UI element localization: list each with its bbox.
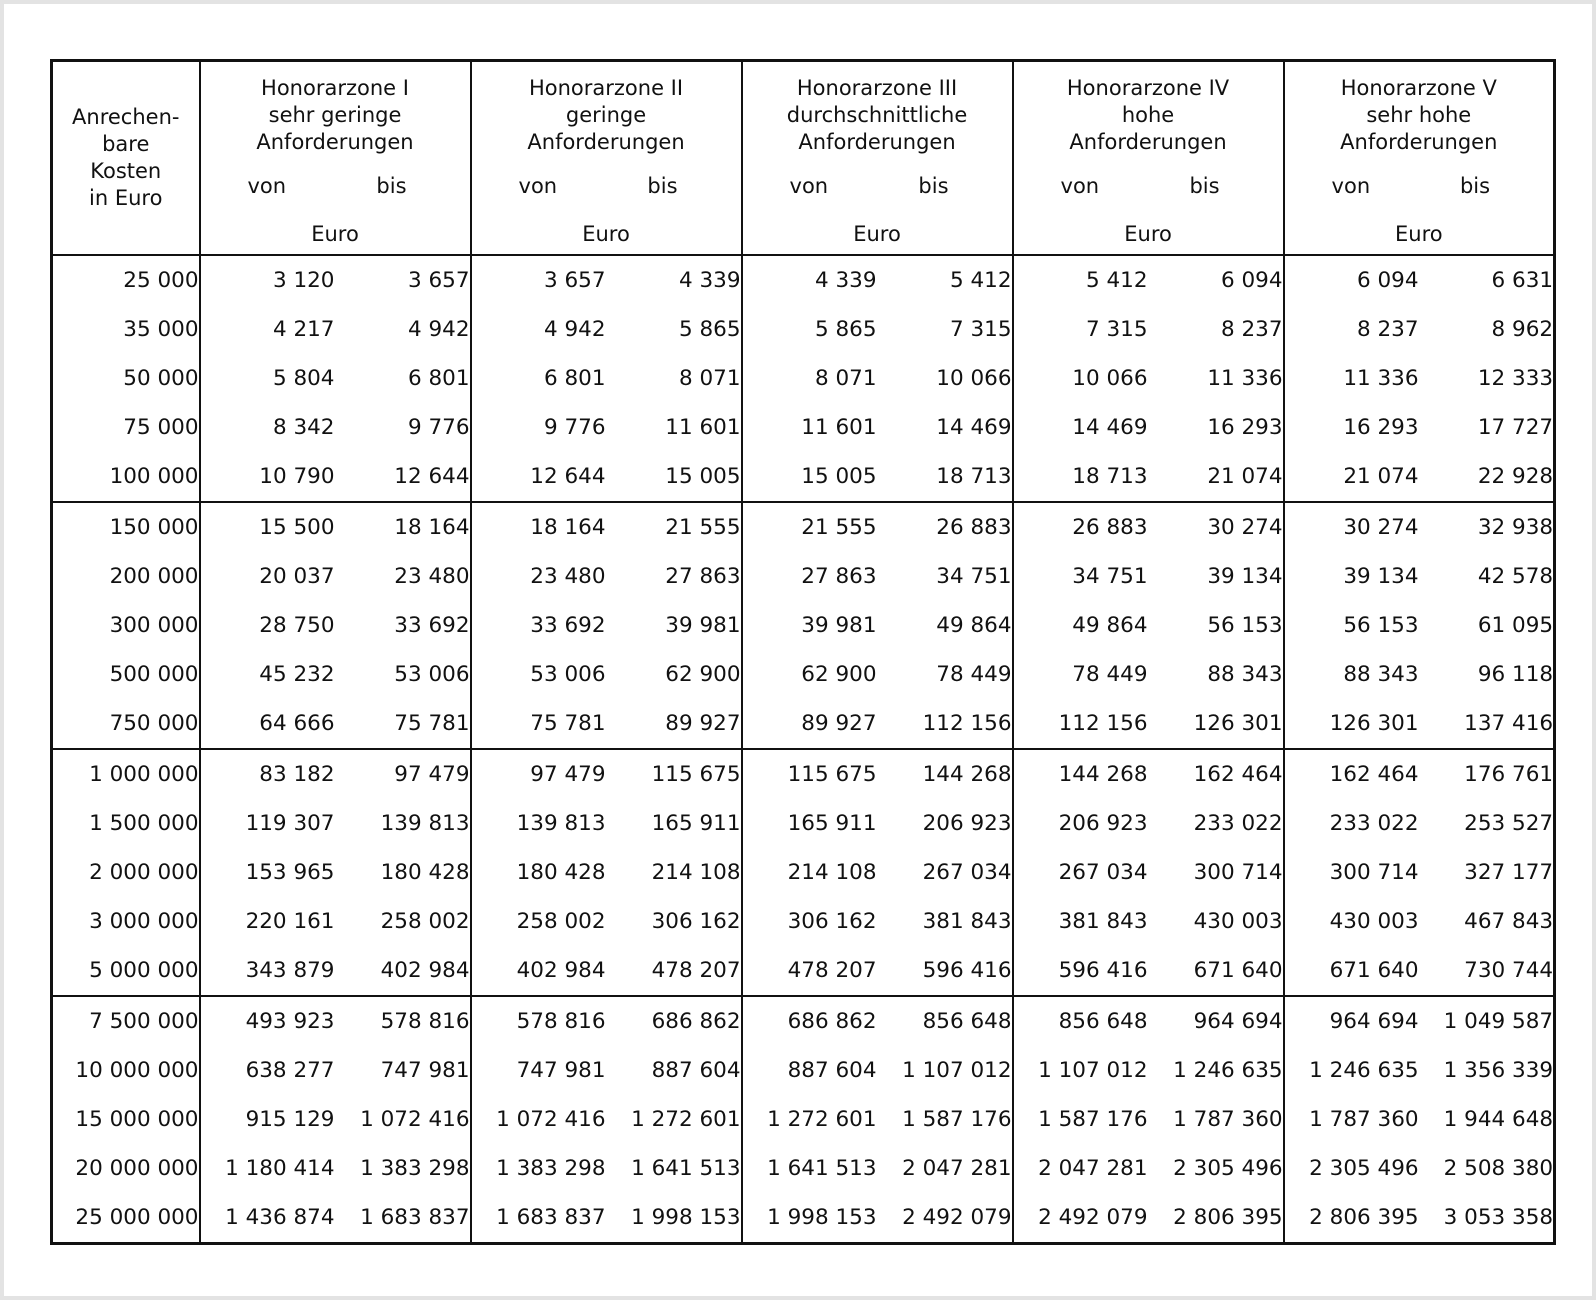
cost-cell: 150 000 (52, 502, 200, 552)
cost-cell: 20 000 000 (52, 1144, 200, 1193)
fee-from-cell: 1 246 635 (1309, 1058, 1419, 1083)
table-row (52, 699, 1555, 749)
fee-from-cell: 1 383 298 (496, 1156, 606, 1181)
fee-from-cell: 62 900 (801, 662, 877, 687)
fee-to-cell: 2 806 395 (1148, 1193, 1284, 1244)
fee-to-cell: 2 047 281 (877, 1144, 1013, 1193)
fee-to-cell: 4 339 (606, 255, 742, 305)
fee-to-cell: 206 923 (877, 799, 1013, 848)
cost-cell: 1 000 000 (52, 749, 200, 799)
cost-cell: 100 000 (52, 452, 200, 502)
table-row (52, 799, 1555, 848)
cost-cell: 15 000 000 (52, 1095, 200, 1144)
fee-to-cell: 16 293 (1148, 403, 1284, 452)
fee-from-cell: 233 022 (1329, 811, 1419, 836)
fee-table (50, 59, 1556, 1245)
fee-to-cell: 14 469 (877, 403, 1013, 452)
bis-label: bis (376, 174, 407, 198)
fee-from-cell: 671 640 (1329, 958, 1419, 983)
fee-from-cell: 887 604 (787, 1058, 877, 1083)
fee-from-cell: 856 648 (1013, 996, 1148, 1046)
zone-title: Honorarzone II geringe Anforderungen (527, 76, 685, 154)
von-label: von (1060, 174, 1100, 198)
fee-from-cell: 8 071 (814, 366, 877, 391)
fee-from-cell: 30 274 (1284, 502, 1419, 552)
fee-to-cell: 381 843 (877, 897, 1013, 946)
table-row (52, 502, 1555, 552)
fee-from-cell: 11 336 (1343, 366, 1419, 391)
fee-to-cell: 1 641 513 (606, 1144, 742, 1193)
fee-from-cell: 1 787 360 (1309, 1107, 1419, 1132)
fee-from-cell: 18 164 (471, 502, 606, 552)
table-row (52, 354, 1555, 403)
cost-cell: 50 000 (52, 354, 200, 403)
fee-from-cell: 5 412 (1085, 268, 1148, 293)
fee-from-cell: 126 301 (1329, 711, 1419, 736)
table-row (52, 452, 1555, 502)
table-body (52, 255, 1555, 1244)
fee-to-cell: 15 005 (606, 452, 742, 502)
fee-to-cell: 856 648 (877, 996, 1013, 1046)
fee-from-cell: 596 416 (1058, 958, 1148, 983)
fee-to-cell: 6 631 (1491, 268, 1554, 293)
fee-to-cell: 1 998 153 (606, 1193, 742, 1244)
fee-to-cell: 112 156 (877, 699, 1013, 749)
fee-from-cell: 34 751 (1072, 564, 1148, 589)
fee-from-cell: 747 981 (516, 1058, 606, 1083)
fee-from-cell: 300 714 (1329, 860, 1419, 885)
table-row (52, 552, 1555, 601)
zone-header-2 (471, 61, 742, 256)
fee-to-cell: 144 268 (877, 749, 1013, 799)
fee-to-cell: 162 464 (1148, 749, 1284, 799)
bis-label: bis (918, 174, 949, 198)
table-header-row (52, 61, 1555, 256)
fee-to-cell: 887 604 (606, 1046, 742, 1095)
cost-cell: 75 000 (52, 403, 200, 452)
fee-to-cell: 49 864 (877, 601, 1013, 650)
fee-from-cell: 180 428 (516, 860, 606, 885)
fee-from-cell: 1 272 601 (767, 1107, 877, 1132)
fee-to-cell: 253 527 (1464, 811, 1554, 836)
table-row (52, 255, 1555, 305)
fee-to-cell: 1 587 176 (877, 1095, 1013, 1144)
fee-to-cell: 1 356 339 (1443, 1058, 1554, 1083)
fee-to-cell: 88 343 (1148, 650, 1284, 699)
fee-to-cell: 18 713 (877, 452, 1013, 502)
fee-from-cell: 88 343 (1343, 662, 1419, 687)
fee-to-cell: 3 657 (335, 255, 471, 305)
von-label: von (789, 174, 829, 198)
table-row (52, 1193, 1555, 1244)
fee-to-cell: 18 164 (335, 502, 471, 552)
bis-label: bis (1459, 174, 1491, 198)
fee-to-cell: 430 003 (1148, 897, 1284, 946)
fee-from-cell: 83 182 (200, 749, 335, 799)
fee-to-cell: 56 153 (1148, 601, 1284, 650)
zone-header-1 (200, 61, 471, 256)
fee-to-cell: 578 816 (335, 996, 471, 1046)
fee-from-cell: 1 072 416 (496, 1107, 606, 1132)
fee-from-cell: 267 034 (1058, 860, 1148, 885)
fee-from-cell: 306 162 (787, 909, 877, 934)
fee-to-cell: 39 134 (1148, 552, 1284, 601)
fee-to-cell: 1 246 635 (1148, 1046, 1284, 1095)
table-row (52, 848, 1555, 897)
fee-from-cell: 139 813 (516, 811, 606, 836)
fee-to-cell: 3 053 358 (1443, 1205, 1554, 1230)
fee-from-cell: 1 180 414 (225, 1156, 335, 1181)
fee-from-cell: 33 692 (530, 613, 606, 638)
fee-from-cell: 45 232 (259, 662, 335, 687)
fee-to-cell: 27 863 (606, 552, 742, 601)
fee-to-cell: 233 022 (1148, 799, 1284, 848)
fee-from-cell: 75 781 (530, 711, 606, 736)
fee-to-cell: 26 883 (877, 502, 1013, 552)
fee-to-cell: 12 644 (335, 452, 471, 502)
fee-from-cell: 8 237 (1356, 317, 1419, 342)
fee-to-cell: 300 714 (1148, 848, 1284, 897)
fee-to-cell: 2 305 496 (1148, 1144, 1284, 1193)
fee-from-cell: 97 479 (471, 749, 606, 799)
fee-to-cell: 8 071 (606, 354, 742, 403)
fee-to-cell: 6 094 (1148, 255, 1284, 305)
fee-from-cell: 402 984 (516, 958, 606, 983)
cost-cell: 25 000 000 (52, 1193, 200, 1244)
fee-to-cell: 467 843 (1464, 909, 1554, 934)
zone-title: Honorarzone V sehr hohe Anforderungen (1340, 76, 1498, 154)
fee-to-cell: 1 944 648 (1443, 1107, 1554, 1132)
table-row (52, 749, 1555, 799)
fee-to-cell: 39 981 (606, 601, 742, 650)
fee-from-cell: 15 005 (801, 464, 877, 489)
zone-title: Honorarzone I sehr geringe Anforderungen (256, 76, 414, 154)
fee-from-cell: 578 816 (471, 996, 606, 1046)
fee-from-cell: 4 942 (543, 317, 606, 342)
fee-to-cell: 10 066 (877, 354, 1013, 403)
fee-to-cell: 61 095 (1477, 613, 1554, 638)
fee-to-cell: 478 207 (606, 946, 742, 996)
cost-column-header (52, 61, 200, 256)
fee-from-cell: 4 217 (272, 317, 335, 342)
fee-from-cell: 14 469 (1072, 415, 1148, 440)
fee-to-cell: 1 683 837 (335, 1193, 471, 1244)
fee-from-cell: 112 156 (1058, 711, 1148, 736)
currency-label: Euro (311, 222, 359, 246)
fee-from-cell: 16 293 (1343, 415, 1419, 440)
fee-from-cell: 3 657 (543, 268, 606, 293)
fee-from-cell: 21 555 (742, 502, 877, 552)
fee-to-cell: 165 911 (606, 799, 742, 848)
fee-to-cell: 97 479 (335, 749, 471, 799)
table-row (52, 403, 1555, 452)
fee-from-cell: 12 644 (530, 464, 606, 489)
fee-to-cell: 306 162 (606, 897, 742, 946)
fee-from-cell: 162 464 (1284, 749, 1419, 799)
fee-from-cell: 144 268 (1013, 749, 1148, 799)
fee-to-cell: 12 333 (1477, 366, 1554, 391)
fee-to-cell: 42 578 (1477, 564, 1554, 589)
fee-from-cell: 430 003 (1329, 909, 1419, 934)
fee-from-cell: 28 750 (259, 613, 335, 638)
fee-from-cell: 23 480 (530, 564, 606, 589)
fee-from-cell: 1 436 874 (225, 1205, 335, 1230)
fee-from-cell: 21 074 (1343, 464, 1419, 489)
fee-to-cell: 1 383 298 (335, 1144, 471, 1193)
table-row (52, 946, 1555, 996)
cost-cell: 750 000 (52, 699, 200, 749)
fee-from-cell: 89 927 (801, 711, 877, 736)
bis-label: bis (1189, 174, 1220, 198)
fee-to-cell: 267 034 (877, 848, 1013, 897)
fee-to-cell: 1 272 601 (606, 1095, 742, 1144)
fee-from-cell: 39 981 (801, 613, 877, 638)
cost-cell: 10 000 000 (52, 1046, 200, 1095)
fee-from-cell: 3 120 (272, 268, 335, 293)
fee-from-cell: 206 923 (1058, 811, 1148, 836)
fee-to-cell: 5 865 (606, 305, 742, 354)
fee-to-cell: 115 675 (606, 749, 742, 799)
fee-from-cell: 56 153 (1343, 613, 1419, 638)
fee-from-cell: 4 339 (814, 268, 877, 293)
fee-to-cell: 180 428 (335, 848, 471, 897)
currency-label: Euro (853, 222, 901, 246)
cost-cell: 7 500 000 (52, 996, 200, 1046)
table-row (52, 650, 1555, 699)
cost-cell: 500 000 (52, 650, 200, 699)
fee-from-cell: 1 587 176 (1038, 1107, 1148, 1132)
zone-header-3 (742, 61, 1013, 256)
fee-from-cell: 686 862 (742, 996, 877, 1046)
cost-column-label: Anrechen- bare Kosten in Euro (72, 105, 180, 210)
fee-from-cell: 5 804 (272, 366, 335, 391)
fee-from-cell: 343 879 (245, 958, 335, 983)
fee-to-cell: 596 416 (877, 946, 1013, 996)
fee-from-cell: 78 449 (1072, 662, 1148, 687)
fee-from-cell: 15 500 (200, 502, 335, 552)
fee-to-cell: 9 776 (335, 403, 471, 452)
cost-cell: 300 000 (52, 601, 200, 650)
fee-from-cell: 2 305 496 (1309, 1156, 1419, 1181)
fee-from-cell: 964 694 (1284, 996, 1419, 1046)
fee-from-cell: 1 641 513 (767, 1156, 877, 1181)
fee-to-cell: 8 962 (1491, 317, 1554, 342)
fee-to-cell: 671 640 (1148, 946, 1284, 996)
fee-to-cell: 1 072 416 (335, 1095, 471, 1144)
currency-label: Euro (582, 222, 630, 246)
fee-to-cell: 11 336 (1148, 354, 1284, 403)
von-label: von (518, 174, 558, 198)
fee-to-cell: 62 900 (606, 650, 742, 699)
table-row (52, 305, 1555, 354)
cost-cell: 5 000 000 (52, 946, 200, 996)
fee-from-cell: 153 965 (245, 860, 335, 885)
fee-to-cell: 30 274 (1148, 502, 1284, 552)
zone-header-4 (1013, 61, 1284, 256)
fee-to-cell: 32 938 (1419, 502, 1555, 552)
fee-from-cell: 119 307 (245, 811, 335, 836)
von-label: von (247, 174, 287, 198)
fee-from-cell: 8 342 (272, 415, 335, 440)
table-row (52, 601, 1555, 650)
cost-cell: 1 500 000 (52, 799, 200, 848)
fee-to-cell: 89 927 (606, 699, 742, 749)
fee-from-cell: 53 006 (530, 662, 606, 687)
fee-to-cell: 34 751 (877, 552, 1013, 601)
fee-from-cell: 10 066 (1072, 366, 1148, 391)
cost-cell: 2 000 000 (52, 848, 200, 897)
fee-from-cell: 381 843 (1058, 909, 1148, 934)
fee-to-cell: 23 480 (335, 552, 471, 601)
fee-from-cell: 11 601 (801, 415, 877, 440)
fee-from-cell: 2 047 281 (1038, 1156, 1148, 1181)
fee-to-cell: 139 813 (335, 799, 471, 848)
fee-to-cell: 214 108 (606, 848, 742, 897)
fee-to-cell: 747 981 (335, 1046, 471, 1095)
fee-to-cell: 1 787 360 (1148, 1095, 1284, 1144)
fee-from-cell: 9 776 (543, 415, 606, 440)
fee-from-cell: 6 801 (543, 366, 606, 391)
fee-to-cell: 53 006 (335, 650, 471, 699)
fee-to-cell: 730 744 (1464, 958, 1554, 983)
bis-label: bis (647, 174, 678, 198)
zone-title: Honorarzone III durchschnittliche Anforderungen (786, 76, 968, 154)
fee-to-cell: 126 301 (1148, 699, 1284, 749)
fee-from-cell: 915 129 (245, 1107, 335, 1132)
fee-to-cell: 1 049 587 (1419, 996, 1555, 1046)
cost-cell: 25 000 (52, 255, 200, 305)
cost-cell: 35 000 (52, 305, 200, 354)
fee-from-cell: 2 492 079 (1038, 1205, 1148, 1230)
fee-to-cell: 1 107 012 (877, 1046, 1013, 1095)
fee-to-cell: 21 555 (606, 502, 742, 552)
fee-to-cell: 176 761 (1419, 749, 1555, 799)
fee-from-cell: 64 666 (259, 711, 335, 736)
fee-from-cell: 7 315 (1085, 317, 1148, 342)
fee-to-cell: 964 694 (1148, 996, 1284, 1046)
currency-label: Euro (1395, 222, 1443, 246)
fee-from-cell: 49 864 (1072, 613, 1148, 638)
von-label: von (1331, 174, 1371, 198)
table-row (52, 996, 1555, 1046)
fee-from-cell: 20 037 (259, 564, 335, 589)
table-row (52, 897, 1555, 946)
fee-from-cell: 2 806 395 (1309, 1205, 1419, 1230)
fee-from-cell: 1 107 012 (1038, 1058, 1148, 1083)
table-row (52, 1144, 1555, 1193)
fee-to-cell: 17 727 (1477, 415, 1554, 440)
fee-to-cell: 21 074 (1148, 452, 1284, 502)
fee-to-cell: 6 801 (335, 354, 471, 403)
fee-from-cell: 258 002 (516, 909, 606, 934)
cost-cell: 3 000 000 (52, 897, 200, 946)
fee-to-cell: 7 315 (877, 305, 1013, 354)
fee-to-cell: 2 492 079 (877, 1193, 1013, 1244)
cost-cell: 200 000 (52, 552, 200, 601)
fee-to-cell: 96 118 (1477, 662, 1554, 687)
fee-from-cell: 214 108 (787, 860, 877, 885)
fee-from-cell: 1 998 153 (767, 1205, 877, 1230)
fee-from-cell: 478 207 (787, 958, 877, 983)
fee-to-cell: 5 412 (877, 255, 1013, 305)
fee-to-cell: 75 781 (335, 699, 471, 749)
fee-to-cell: 22 928 (1477, 464, 1554, 489)
currency-label: Euro (1124, 222, 1172, 246)
fee-to-cell: 137 416 (1464, 711, 1554, 736)
fee-from-cell: 18 713 (1072, 464, 1148, 489)
fee-to-cell: 11 601 (606, 403, 742, 452)
fee-to-cell: 4 942 (335, 305, 471, 354)
fee-to-cell: 33 692 (335, 601, 471, 650)
fee-from-cell: 1 683 837 (496, 1205, 606, 1230)
fee-to-cell: 2 508 380 (1443, 1156, 1554, 1181)
fee-from-cell: 10 790 (259, 464, 335, 489)
fee-to-cell: 402 984 (335, 946, 471, 996)
document-page (4, 4, 1592, 1296)
zone-title: Honorarzone IV hohe Anforderungen (1066, 76, 1230, 154)
fee-from-cell: 6 094 (1356, 268, 1419, 293)
fee-from-cell: 220 161 (245, 909, 335, 934)
fee-from-cell: 5 865 (814, 317, 877, 342)
fee-to-cell: 258 002 (335, 897, 471, 946)
zone-header-5 (1284, 61, 1555, 256)
fee-from-cell: 27 863 (801, 564, 877, 589)
fee-from-cell: 39 134 (1343, 564, 1419, 589)
fee-from-cell: 115 675 (742, 749, 877, 799)
fee-from-cell: 638 277 (245, 1058, 335, 1083)
fee-from-cell: 26 883 (1013, 502, 1148, 552)
fee-from-cell: 165 911 (787, 811, 877, 836)
fee-to-cell: 327 177 (1464, 860, 1554, 885)
fee-to-cell: 686 862 (606, 996, 742, 1046)
fee-to-cell: 78 449 (877, 650, 1013, 699)
fee-to-cell: 8 237 (1148, 305, 1284, 354)
table-row (52, 1095, 1555, 1144)
table-row (52, 1046, 1555, 1095)
fee-from-cell: 493 923 (200, 996, 335, 1046)
